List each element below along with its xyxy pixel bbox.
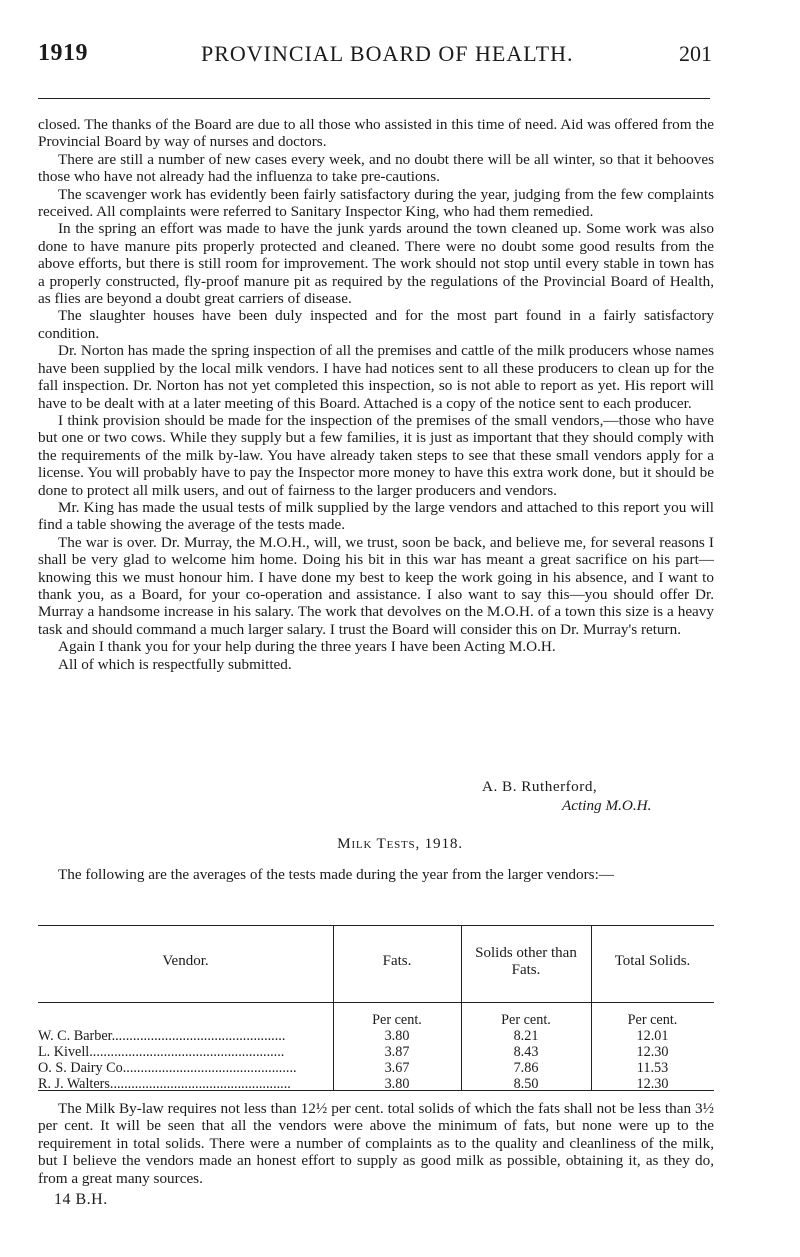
- vendor-name: L. Kivell: [38, 1045, 90, 1059]
- signature-name: A. B. Rutherford,: [482, 778, 598, 795]
- total-solids-cell: 12.01: [636, 1028, 669, 1044]
- section-heading: [0, 835, 800, 853]
- solids-other-cell: 8.43: [513, 1044, 539, 1060]
- vendor-name: W. C. Barber: [38, 1029, 112, 1043]
- fats-cell: 3.80: [384, 1028, 410, 1044]
- col-header-total-solids: Total Solids.: [614, 953, 691, 969]
- unit-label: Per cent.: [372, 1012, 422, 1028]
- leader-dots: .......................................................: [89, 1045, 285, 1059]
- vendor-name: R. J. Walters: [38, 1077, 110, 1091]
- unit-label: Per cent.: [501, 1012, 551, 1028]
- col-header-solids-other: Solids other than Fats.: [475, 945, 577, 978]
- leader-dots: .................................................: [122, 1061, 297, 1075]
- section-heading-text: Milk Tests, 1918.: [337, 835, 463, 852]
- leader-dots: ...................................................: [109, 1077, 291, 1091]
- fats-cell: 3.80: [384, 1076, 410, 1092]
- col-header-fats: Fats.: [382, 953, 412, 969]
- solids-other-cell: 8.21: [513, 1028, 539, 1044]
- paragraph: closed. The thanks of the Board are due to all those who assisted in this time of need. Aid was offered from the Provincial Board by way of nurses and doctors.: [38, 116, 714, 151]
- table-header-rule: [38, 1002, 714, 1003]
- paragraph: Mr. King has made the usual tests of milk supplied by the large vendors and attached to this report you will find a table showing the average of the tests made.: [38, 498, 714, 534]
- total-solids-cell: 12.30: [636, 1076, 669, 1092]
- vendor-cell: [38, 1029, 328, 1043]
- milk-tests-table: [38, 925, 714, 1091]
- paragraph: The war is over. Dr. Murray, the M.O.H., will, we trust, soon be back, and believe me, for several reasons I shall be very glad to welcome him home. Doing his bit in this war has meant a great sacrifice on his part—knowing this we must honour him. I have done my best to keep the work going in his absence, and I want to thank you, as a Board, for your co-operation and assistance. I also want to say this—you should offer Dr. Murray a handsome increase in his salary. The work that devolves on the M.O.H. of a town this size is a heavy task and should command a much larger salary. I trust the Board will consider this on Dr. Murray's return.: [38, 533, 714, 638]
- paragraph: There are still a number of new cases every week, and no doubt there will be all winter, so that it behooves those who have not already had the influenza to take pre-cautions.: [38, 150, 714, 186]
- total-solids-cell: 11.53: [636, 1060, 669, 1076]
- signature-mark: 14 B.H.: [54, 1191, 108, 1208]
- vendor-cell: [38, 1045, 328, 1059]
- header-rule: [38, 98, 710, 99]
- fats-cell: 3.67: [384, 1060, 410, 1076]
- paragraph: I think provision should be made for the inspection of the premises of the small vendors,—those who have but one or two cows. While they supply but a few families, it is just as important that they should comply with the requirements of the milk by-law. You have already taken steps to see that these small vendors apply for a license. You will probably have to pay the Inspector more money to have this extra work done, but it should be done to protect all milk users, and out of fairness to the larger producers and vendors.: [38, 411, 714, 499]
- solids-other-cell: 8.50: [513, 1076, 539, 1092]
- vendor-cell: [38, 1061, 328, 1075]
- vendor-cell: [38, 1077, 328, 1091]
- paragraph: The scavenger work has evidently been fairly satisfactory during the year, judging from the few complaints received. All complaints were referred to Sanitary Inspector King, who had them remedied.: [38, 185, 714, 221]
- report-body: [38, 116, 714, 673]
- total-solids-cell: 12.30: [636, 1044, 669, 1060]
- page-number: 201: [679, 41, 712, 66]
- signature-title: Acting M.O.H.: [562, 797, 652, 814]
- fats-cell: 3.87: [384, 1044, 410, 1060]
- paragraph: The slaughter houses have been duly inspected and for the most part found in a fairly satisfactory condition.: [38, 307, 714, 342]
- closing-paragraph: The Milk By-law requires not less than 12½ per cent. total solids of which the fats shall not be less than 3½ per cent. It will be seen that all the vendors were above the minimum of fats, but none were up to the requirement in total solids. There were a number of complaints as to the quality and cleanliness of the milk, but I believe the vendors made an honest effort to supply as good milk as possible, obtaining it, as they do, from a great many sources.: [38, 1100, 714, 1187]
- solids-other-cell: 7.86: [513, 1060, 539, 1076]
- header-title: PROVINCIAL BOARD OF HEALTH.: [201, 41, 574, 66]
- leader-dots: .................................................: [111, 1029, 286, 1043]
- paragraph: In the spring an effort was made to have the junk yards around the town cleaned up. Some work was also done to have manure pits properly protected and cleaned. There were no doubt some good results from the above efforts, but there is still room for improvement. The work should not stop until every stable in town has a properly constructed, fly-proof manure pit as required by the regulations of the Provincial Board of Health, as flies are beyond a doubt great carriers of disease.: [38, 220, 714, 308]
- table-top-rule: [38, 925, 714, 926]
- page-header: [38, 40, 712, 68]
- table-intro: The following are the averages of the tests made during the year from the larger vendors:—: [58, 866, 614, 883]
- unit-label: Per cent.: [627, 1012, 678, 1028]
- vendor-name: O. S. Dairy Co: [38, 1061, 123, 1075]
- paragraph: Dr. Norton has made the spring inspection of all the premises and cattle of the milk producers whose names have been supplied by the local milk vendors. I have had notices sent to all these producers to clean up for the fall inspection. Dr. Norton has not yet completed this inspection, so is not able to report as yet. His report will have to be dealt with at a later meeting of this Board. Attached is a copy of the notice sent to each producer.: [38, 342, 714, 412]
- paragraph: Again I thank you for your help during the three years I have been Acting M.O.H.: [58, 638, 556, 656]
- header-year: 1919: [38, 40, 88, 66]
- paragraph: All of which is respectfully submitted.: [58, 655, 292, 673]
- col-header-vendor: Vendor.: [162, 953, 209, 969]
